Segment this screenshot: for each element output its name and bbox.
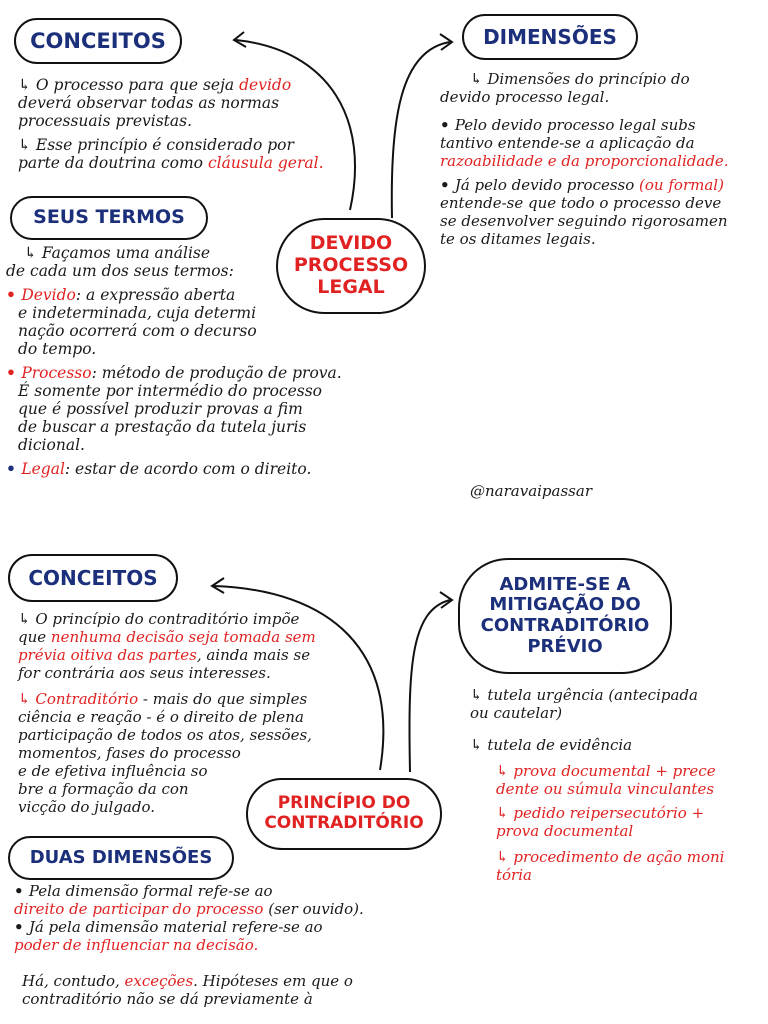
highlight: razoabilidade e da proporcionalidade.: [440, 152, 729, 170]
line: Já pelo devido processo: [454, 176, 640, 194]
list-item: dente ou súmula vinculantes: [496, 780, 715, 798]
line: , ainda mais se: [196, 646, 311, 664]
list-item: ↳ procedimento de ação moni: [496, 848, 725, 866]
line: for contrária aos seus interesses.: [18, 664, 271, 682]
evidencia-list: [470, 762, 765, 884]
line: ↳ O processo para que seja: [18, 76, 240, 94]
line: devido processo legal.: [440, 88, 610, 106]
line: ou cautelar): [470, 704, 563, 722]
line: - mais do que simples: [138, 690, 308, 708]
line: bre a formação da con: [18, 780, 189, 798]
center-title: DEVIDO PROCESSO LEGAL: [293, 232, 409, 298]
termos-title: SEUS TERMOS: [33, 206, 185, 229]
top-panel: [0, 0, 768, 510]
line: Pela dimensão formal refe-se ao: [28, 882, 273, 900]
line: nação ocorrerá com o decurso: [18, 322, 257, 340]
highlight: cláusula geral.: [207, 154, 324, 172]
bullet: •: [6, 363, 22, 382]
bullet: •: [14, 882, 29, 900]
dimensoes-title: DIMENSÕES: [483, 24, 617, 49]
line: : a expressão aberta: [75, 286, 236, 304]
line: contraditório não se dá previamente à: [22, 990, 313, 1008]
conceitos-text: [18, 76, 368, 172]
author-handle: @naravaipassar: [470, 482, 592, 500]
bullet: •: [440, 176, 455, 194]
line: (ser ouvido).: [263, 900, 364, 918]
highlight: devido: [239, 76, 292, 94]
line: que é possível produzir provas a fim: [18, 400, 303, 418]
line: dicional.: [18, 436, 85, 454]
highlight: prévia oitiva das partes: [18, 646, 197, 664]
duas-dimensoes-title: DUAS DIMENSÕES: [29, 846, 213, 868]
bullet: •: [440, 116, 455, 134]
highlight: ↳ Contraditório: [18, 690, 139, 708]
line: do tempo.: [18, 340, 97, 358]
dimensoes-cloud: [462, 14, 638, 60]
duas-dimensoes-text: [14, 882, 414, 1008]
devido-processo-legal-cloud: [276, 218, 426, 314]
line: entende-se que todo o processo deve: [440, 194, 722, 212]
bullet: •: [6, 459, 22, 478]
bullet: •: [6, 285, 22, 304]
line: te os ditames legais.: [440, 230, 596, 248]
line: e de efetiva influência so: [18, 762, 208, 780]
line: processuais previstas.: [18, 112, 193, 130]
line: : estar de acordo com o direito.: [64, 460, 312, 478]
conceitos-cloud-2: [8, 554, 178, 602]
list-item: tória: [496, 866, 532, 884]
line: de cada um dos seus termos:: [6, 262, 234, 280]
line: Há, contudo,: [22, 972, 125, 990]
bottom-panel: [0, 510, 768, 1024]
line: deverá observar todas as normas: [18, 94, 280, 112]
line: ↳ Esse princípio é considerado por: [18, 136, 294, 154]
dimensoes-text: [440, 70, 765, 248]
line: momentos, fases do processo: [18, 744, 241, 762]
line: Já pela dimensão material refere-se ao: [28, 918, 323, 936]
line: ↳ O princípio do contraditório impõe: [18, 610, 300, 628]
highlight: nenhuma decisão seja tomada sem: [50, 628, 316, 646]
term: Devido: [21, 286, 76, 304]
highlight: direito de participar do processo: [14, 900, 264, 918]
principio-contraditorio-cloud: [246, 778, 442, 850]
list-item: prova documental: [496, 822, 634, 840]
mitigacao-title: ADMITE-SE A MITIGAÇÃO DO CONTRADITÓRIO PRÉVIO: [480, 573, 650, 657]
highlight: poder de influenciar na decisão.: [14, 936, 259, 954]
line: . Hipóteses em que o: [193, 972, 353, 990]
termos-cloud: [10, 196, 208, 240]
line: tantivo entende-se a aplicação da: [440, 134, 695, 152]
term: Processo: [21, 364, 92, 382]
line: ↳ tutela urgência (antecipada: [470, 686, 698, 704]
mitigacao-text: [470, 686, 765, 884]
line: parte da doutrina como: [18, 154, 208, 172]
conceitos-title: CONCEITOS: [30, 28, 166, 53]
bullet: •: [14, 918, 29, 936]
list-item: ↳ prova documental + prece: [496, 762, 716, 780]
term: Legal: [21, 460, 65, 478]
line: participação de todos os atos, sessões,: [18, 726, 312, 744]
line: É somente por intermédio do processo: [18, 382, 322, 400]
mitigacao-cloud: [458, 558, 672, 674]
line: ↳ Dimensões do princípio do: [470, 70, 690, 88]
line: e indeterminada, cuja determi: [18, 304, 257, 322]
duas-dimensoes-cloud: [8, 836, 234, 880]
line: vicção do julgado.: [18, 798, 156, 816]
line: se desenvolver seguindo rigorosamen: [440, 212, 728, 230]
line: ciência e reação - é o direito de plena: [18, 708, 304, 726]
line: que: [18, 628, 51, 646]
line: ↳ tutela de evidência: [470, 736, 633, 754]
center-title-2: PRINCÍPIO DO CONTRADITÓRIO: [264, 793, 424, 833]
conceitos-title-2: CONCEITOS: [28, 565, 158, 590]
conceitos-cloud: [14, 18, 182, 64]
list-item: ↳ pedido reipersecutório +: [496, 804, 705, 822]
line: : método de produção de prova.: [91, 364, 342, 382]
line: de buscar a prestação da tutela juris: [18, 418, 307, 436]
highlight: exceções: [124, 972, 194, 990]
line: ↳ Façamos uma análise: [24, 244, 211, 262]
line: Pelo devido processo legal subs: [454, 116, 696, 134]
highlight: (ou formal): [639, 176, 724, 194]
